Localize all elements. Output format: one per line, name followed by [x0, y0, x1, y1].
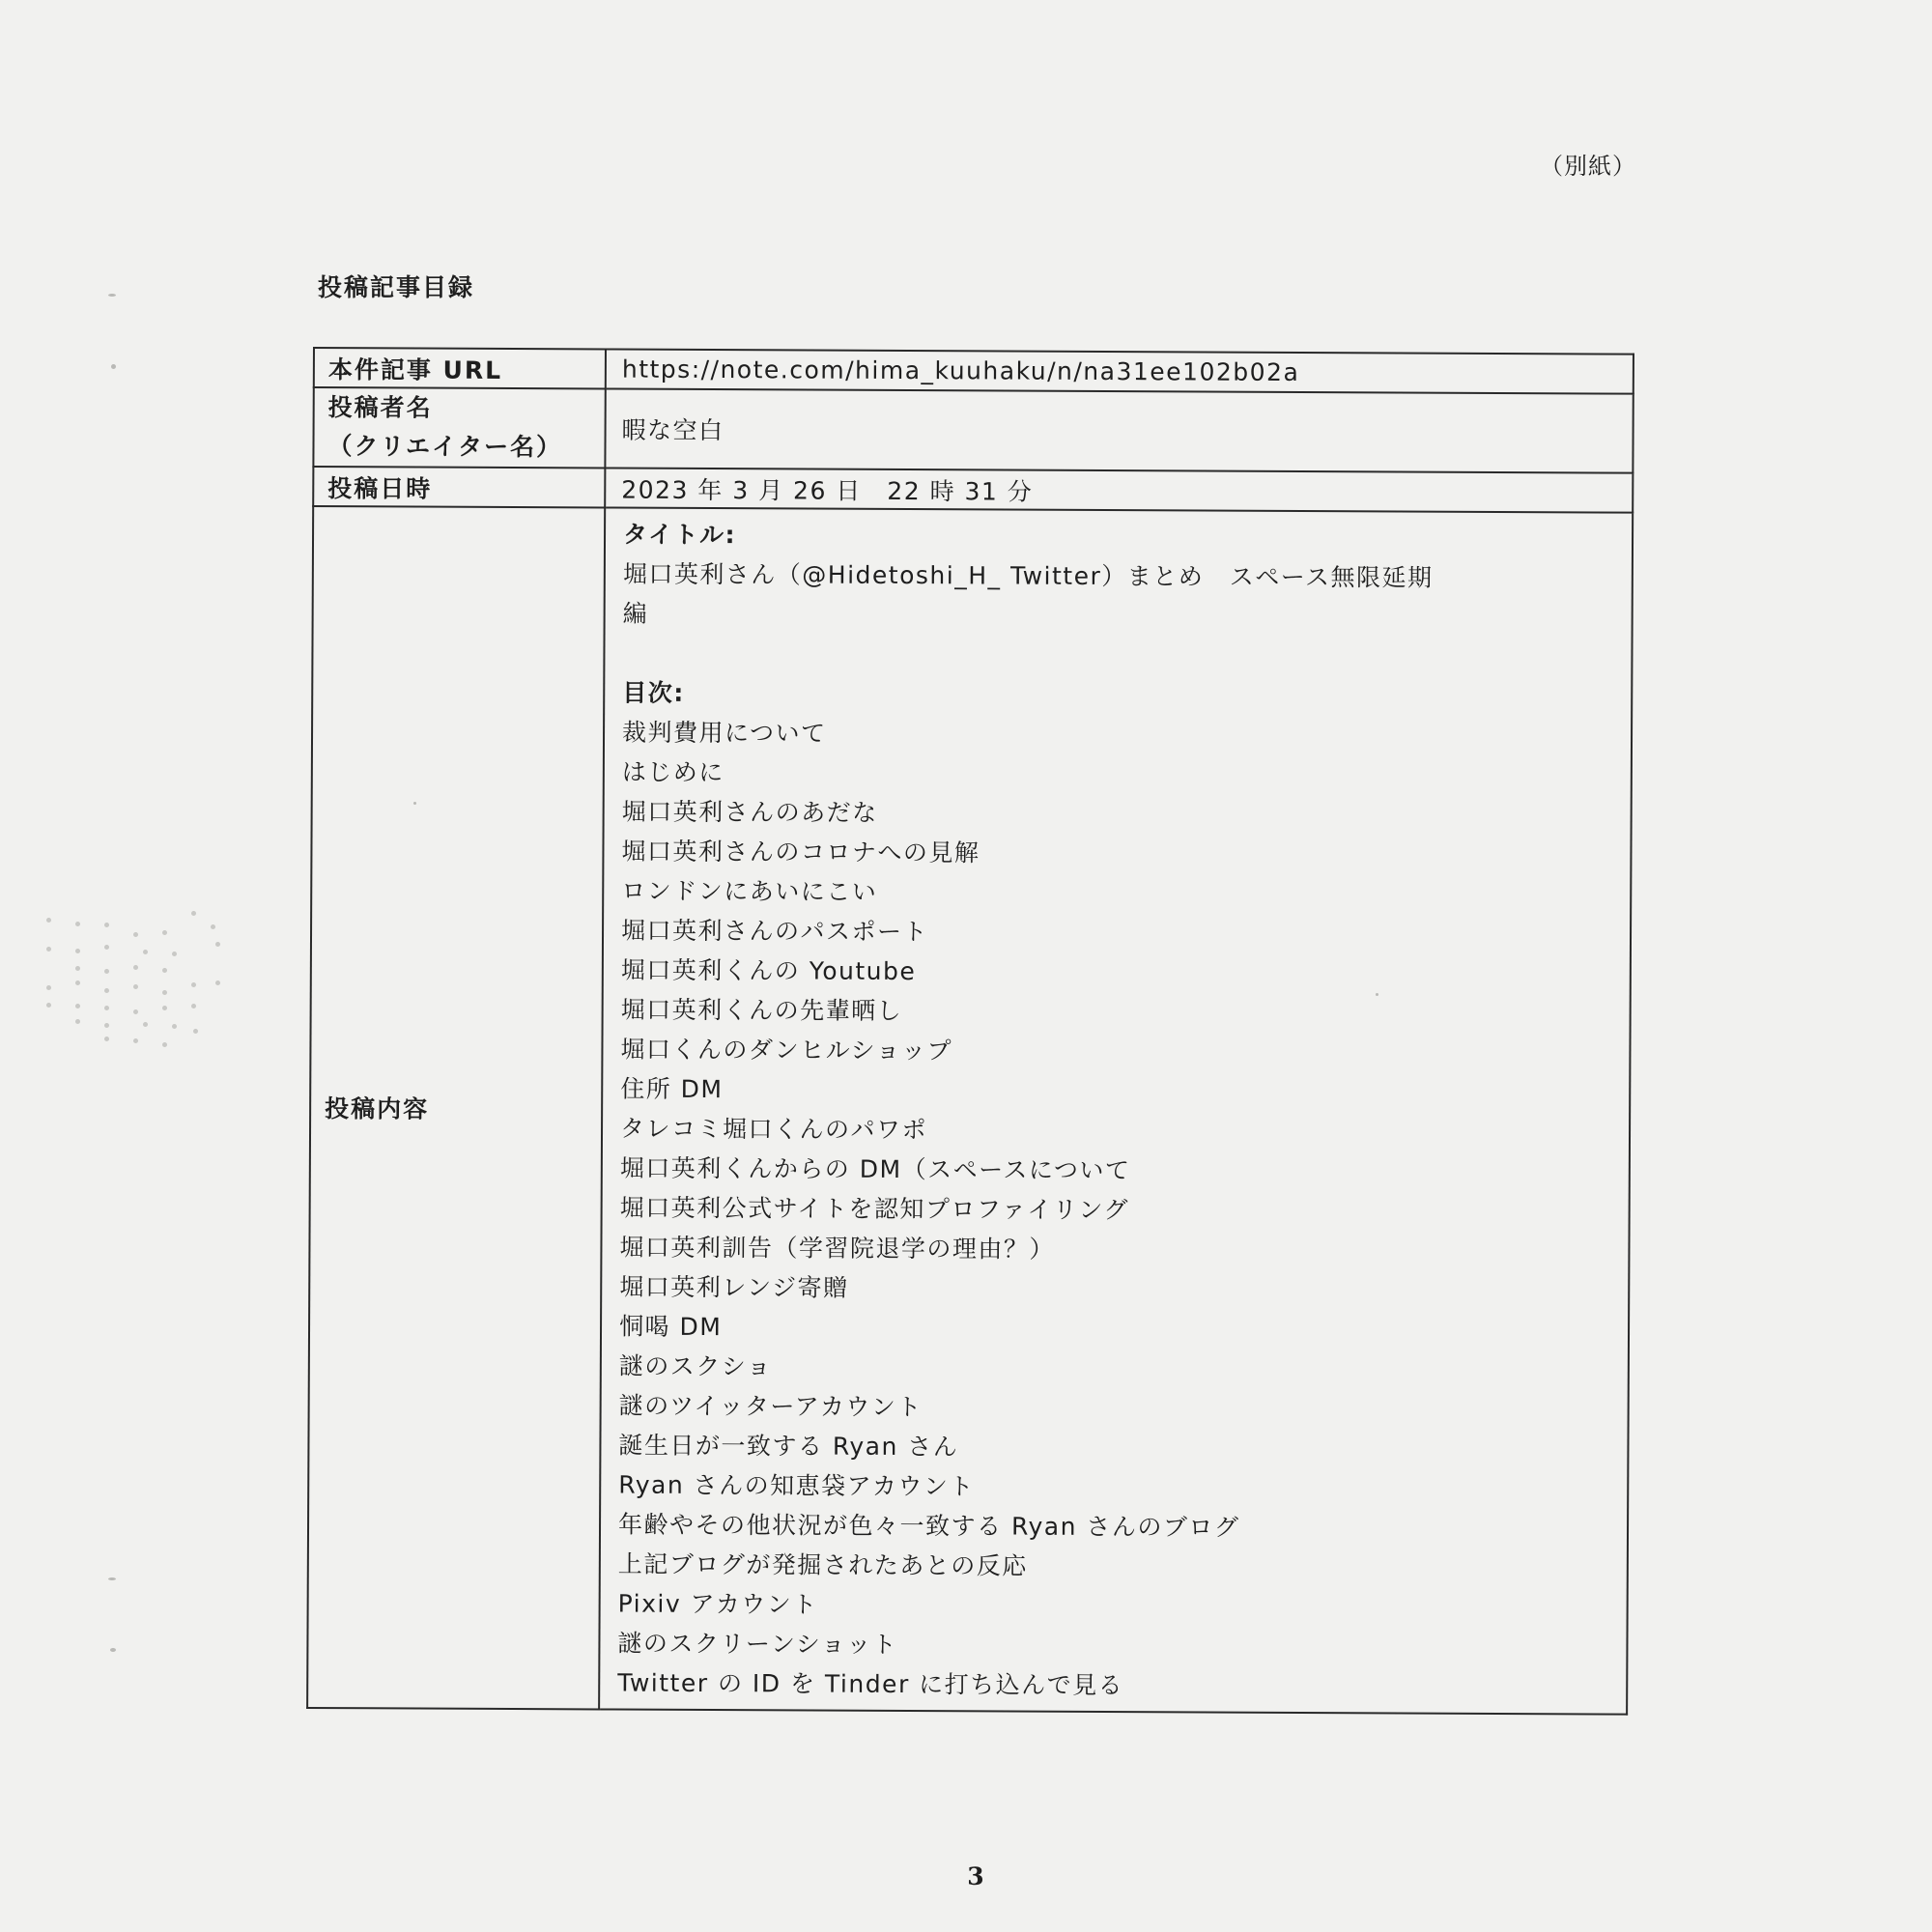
toc-list — [617, 713, 1615, 1708]
toc-item: Pixiv アカウント — [617, 1589, 818, 1619]
toc-item: 謎のスクショ — [618, 1351, 773, 1381]
post-catalog-table — [306, 347, 1634, 1716]
author-value: 暇な空白 — [605, 388, 1633, 472]
toc-item: 堀口英利訓告（学習院退学の理由？） — [619, 1233, 1056, 1264]
toc-item: 堀口英利さんのあだな — [621, 797, 878, 827]
url-row — [314, 348, 1634, 394]
url-label: 本件記事 URL — [314, 348, 606, 388]
content-title-line1: 堀口英利さん（@Hidetoshi_H_ Twitter）まとめ スペース無限延期 — [622, 559, 1434, 592]
author-label — [313, 387, 605, 468]
content-value — [599, 507, 1633, 1714]
date-value: 2023 年 3 月 26 日 22 時 31 分 — [605, 468, 1633, 512]
toc-item: タレコミ堀口くんのパワポ — [619, 1114, 928, 1145]
content-spacer — [622, 634, 1615, 678]
toc-item: 堀口英利くんの Youtube — [620, 955, 917, 986]
toc-item: 堀口英利公式サイトを認知プロファイリング — [619, 1193, 1129, 1225]
url-value: https://note.com/hima_kuuhaku/n/na31ee102b02a — [606, 349, 1634, 393]
toc-item: はじめに — [621, 757, 724, 787]
toc-item: Twitter の ID を Tinder に打ち込んで見る — [617, 1668, 1124, 1700]
toc-item: 堀口くんのダンヒルショップ — [620, 1035, 953, 1065]
author-label-line1: 投稿者名 — [327, 393, 433, 422]
toc-item: ロンドンにあいにこい — [621, 876, 878, 906]
date-row — [313, 467, 1633, 513]
author-row — [313, 387, 1633, 473]
content-title-line2: 編 — [622, 599, 649, 628]
toc-item: 裁判費用について — [621, 718, 827, 748]
toc-item: 堀口英利さんのコロナへの見解 — [621, 837, 980, 867]
toc-item: 上記ブログが発掘されたあとの反応 — [617, 1549, 1028, 1580]
author-label-line2: （クリエイター名） — [327, 432, 563, 462]
toc-item: 堀口英利レンジ寄贈 — [619, 1272, 849, 1302]
toc-item: 堀口英利さんのパスポート — [620, 916, 929, 947]
attachment-note: （別紙） — [1540, 153, 1636, 180]
toc-item: 堀口英利くんの先輩晒し — [620, 995, 903, 1025]
toc-item: 誕生日が一致する Ryan さん — [618, 1431, 959, 1462]
toc-item: 謎のスクリーンショット — [617, 1629, 898, 1659]
toc-item: Ryan さんの知恵袋アカウント — [618, 1470, 975, 1501]
toc-item: 恫喝 DM — [618, 1312, 723, 1342]
toc-item: 堀口英利くんからの DM（スペースについて — [619, 1153, 1131, 1185]
toc-item: 年齢やその他状況が色々一致する Ryan さんのブログ — [617, 1510, 1240, 1542]
content-label: 投稿内容 — [307, 506, 605, 1709]
toc-item: 謎のツイッターアカウント — [618, 1391, 923, 1422]
content-title-heading: タイトル: — [622, 520, 737, 550]
date-label: 投稿日時 — [313, 467, 605, 507]
content-row — [307, 506, 1633, 1715]
page-number: 3 — [967, 1862, 984, 1890]
document-title: 投稿記事目録 — [318, 273, 475, 301]
punch-hole-pattern — [39, 903, 232, 1048]
toc-heading: 目次: — [622, 678, 685, 707]
toc-item: 住所 DM — [620, 1074, 724, 1104]
